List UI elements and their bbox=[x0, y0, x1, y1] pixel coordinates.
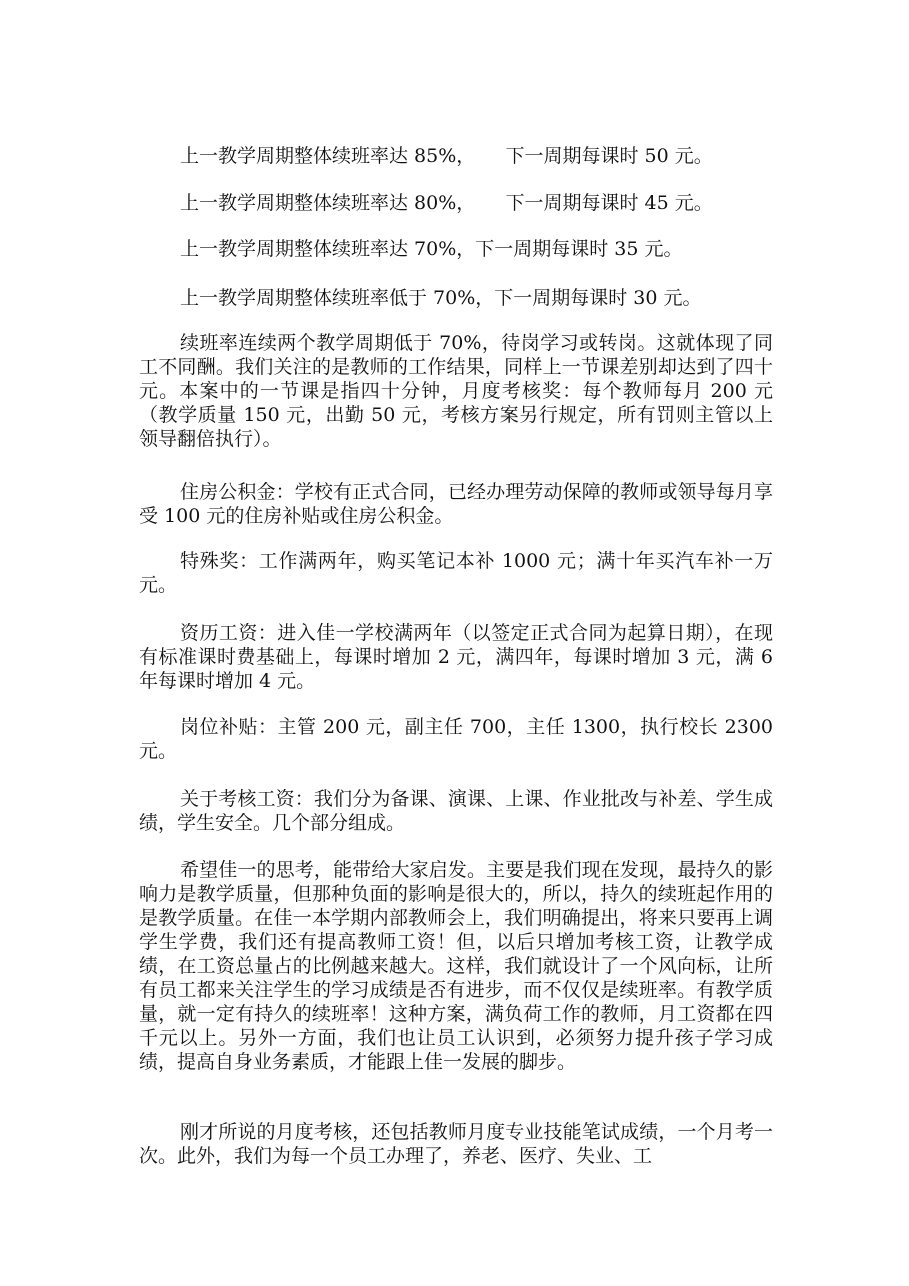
paragraph-reflection: 希望佳一的思考，能带给大家启发。主要是我们现在发现，最持久的影响力是教学质量，但那种负面的影响是很大的，所以，持久的续班起作用的是教学质量。在佳一本学期内部教师会上，我们明确提出，将来只要再上调学生学费，我们还有提高教师工资！但，以后只增加考核工资，让教学成绩，在工资总量占的比例越来越大。这样，我们就设计了一个风向标，让所有员工都来关注学生的学习成绩是否有进步，而不仅仅是续班率。有教学质量，就一定有持久的续班率！这种方案，满负荷工作的教师，月工资都在四千元以上。另外一方面，我们也让员工认识到，必须努力提升孩子学习成绩，提高自身业务素质，才能跟上佳一发展的脚步。 bbox=[139, 859, 773, 1073]
rate-line-80: 上一教学周期整体续班率达 80%， 下一周期每课时 45 元。 bbox=[180, 192, 713, 214]
paragraph-housing-fund: 住房公积金：学校有正式合同，已经办理劳动保障的教师或领导每月享受 100 元的住房补贴或住房公积金。 bbox=[139, 481, 773, 527]
paragraph-position-allowance: 岗位补贴：主管 200 元，副主任 700，主任 1300，执行校长 2300 元。 bbox=[139, 716, 773, 762]
paragraph-assessment-pay: 关于考核工资：我们分为备课、演课、上课、作业批改与补差、学生成绩，学生安全。几个部分组成。 bbox=[139, 788, 773, 834]
paragraph-special-award: 特殊奖：工作满两年，购买笔记本补 1000 元；满十年买汽车补一万元。 bbox=[139, 550, 773, 596]
rate-line-85: 上一教学周期整体续班率达 85%， 下一周期每课时 50 元。 bbox=[180, 145, 713, 167]
paragraph-seniority-pay: 资历工资：进入佳一学校满两年（以签定正式合同为起算日期），在现有标准课时费基础上，每课时增加 2 元，满四年，每课时增加 3 元，满 6 年每课时增加 4 元。 bbox=[139, 622, 773, 692]
paragraph-monthly-assessment: 刚才所说的月度考核，还包括教师月度专业技能笔试成绩，一个月考一次。此外，我们为每一个员工办理了，养老、医疗、失业、工 bbox=[139, 1121, 773, 1167]
rate-line-below-70: 上一教学周期整体续班率低于 70%，下一周期每课时 30 元。 bbox=[180, 287, 702, 309]
rate-line-70: 上一教学周期整体续班率达 70%，下一周期每课时 35 元。 bbox=[180, 238, 683, 260]
paragraph-renewal-rate: 续班率连续两个教学周期低于 70%，待岗学习或转岗。这就体现了同工不同酬。我们关注的是教师的工作结果，同样上一节课差别却达到了四十元。本案中的一节课是指四十分钟，月度考核奖：每个教师每月 200 元（教学质量 150 元，出勤 50 元，考核方案另行规定，所有罚则主管以上领导翻倍执行）。 bbox=[139, 332, 773, 450]
